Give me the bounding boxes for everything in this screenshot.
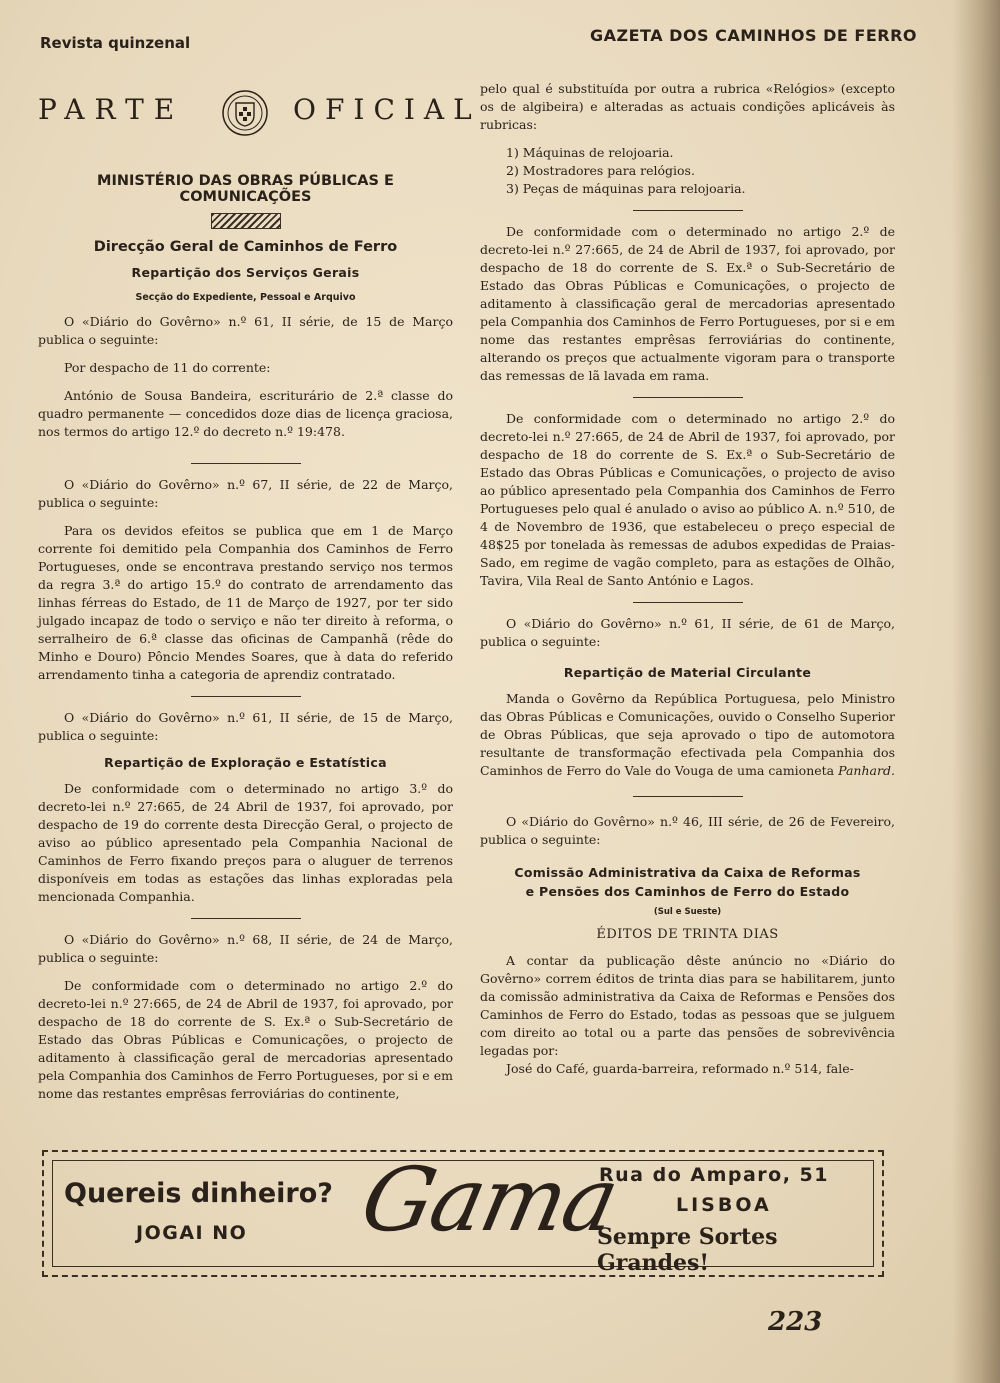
separator-rule: [191, 696, 301, 697]
list-item: 3) Peças de máquinas para relojoaria.: [506, 181, 746, 196]
coat-of-arms-icon: [220, 88, 270, 138]
paragraph: De conformidade com o determinado no artigo 3.º do decreto-lei n.º 27:665, de 24 Abril de 1937, foi aprovado, por despacho de 19 do corrente desta Direcção Geral, o projecto de aviso ao público apresentado pela Companhia Nacional de Caminhos de Ferro fixando preços para o aluguer de terrenos disponíveis em todas as estações das linhas exploradas pela mencionada Companhia.: [38, 781, 453, 904]
paragraph: O «Diário do Govêrno» n.º 67, II série, de 22 de Março, publica o seguinte:: [38, 477, 453, 510]
paragraph-text: Manda o Govêrno da República Portuguesa, pelo Ministro das Obras Públicas e Comunicações, ouvido o Conselho Superior de Obras Públicas, que seja aprovado o tipo de automotora resultante de transformação efectivada pela Companhia dos Caminhos de Ferro do Vale do Vouga de uma camioneta: [480, 691, 895, 778]
header-periodicity: Revista quinzenal: [40, 34, 191, 52]
direccao-heading: Direcção Geral de Caminhos de Ferro: [93, 239, 398, 255]
ad-jogai: JOGAI NO: [136, 1222, 248, 1244]
paragraph: O «Diário do Govêrno» n.º 61, II série, de 15 de Março, publica o seguinte:: [38, 710, 453, 743]
separator-rule: [633, 796, 743, 797]
sul-sueste-note: (Sul e Sueste): [653, 907, 722, 917]
hatched-ornament: [211, 213, 281, 229]
paragraph: De conformidade com o determinado no artigo 2.º do decreto-lei n.º 27:665, de 24 de Abril de 1937, foi aprovado, por despacho de 18 do corrente de S. Ex.ª o Sub-Secretário de Estado das Obras Públicas e Comunicações, o projecto de aviso ao público apresentado pela Companhia dos Caminhos de Ferro Portugueses pelo qual é anulado o aviso ao público A. n.º 510, de 4 de Novembro de 1936, que estabeleceu o preço especial de 48$25 por tonelada às remessas de adubos expedidas de Praias-Sado, em regime de vagão completo, para as estações de Olhão, Tavira, Vila Real de Santo António e Lagos.: [480, 411, 895, 588]
separator-rule: [191, 918, 301, 919]
paragraph: Por despacho de 11 do corrente:: [64, 360, 271, 375]
lottery-advertisement: [42, 1150, 884, 1277]
paragraph: Para os devidos efeitos se publica que em 1 de Março corrente foi demitido pela Companhia dos Caminhos de Ferro Portugueses, onde se encontrava prestando serviço nos termos da regra 3.ª do artigo 15.º do contrato de arrendamento das linhas férreas do Estado, de 11 de Março de 1927, por ter sido julgado incapaz de todo o serviço e não ter direito à reforma, o serralheiro de 6.ª classe das oficinas de Campanhã (rêde do Minho e Douro) Pôncio Mendes Soares, que à data do referido arrendamento tinha a categoria de aprendiz contratado.: [38, 523, 453, 682]
reparticao-exploracao-heading: Repartição de Exploração e Estatística: [104, 755, 387, 770]
left-column: [38, 88, 481, 1103]
reparticao-material-heading: Repartição de Material Circulante: [563, 665, 812, 680]
separator-rule: [633, 210, 743, 211]
reparticao-servicos-heading: Repartição dos Serviços Gerais: [131, 265, 360, 280]
ad-question: Quereis dinheiro?: [64, 1178, 333, 1209]
editos-heading: ÉDITOS DE TRINTA DIAS: [596, 927, 779, 942]
rubric-list: [506, 144, 895, 198]
paragraph: O «Diário do Govêrno» n.º 46, III série, de 26 de Fevereiro, publica o seguinte:: [480, 814, 895, 847]
paragraph: pelo qual é substituída por outra a rubrica «Relógios» (excepto os de algibeira) e alteradas as actuais condições aplicáveis às rubricas:: [480, 81, 895, 132]
banner-word-parte: PARTE: [38, 93, 185, 126]
list-item: 2) Mostradores para relógios.: [506, 163, 695, 178]
separator-rule: [191, 463, 301, 464]
parte-oficial-banner: [38, 88, 481, 205]
ad-brand-logo: Gama: [353, 1148, 626, 1251]
right-column: [480, 80, 895, 1078]
banner-word-oficial: OFICIAL: [293, 93, 481, 126]
paragraph: O «Diário do Govêrno» n.º 61, II série, de 15 de Março publica o seguinte:: [38, 314, 453, 347]
comissao-heading-1: Comissão Administrativa da Caixa de Reformas: [514, 865, 861, 880]
page-number: 223: [768, 1307, 823, 1337]
paragraph: António de Sousa Bandeira, escriturário de 2.ª classe do quadro permanente — concedidos doze dias de licença graciosa, nos termos do artigo 12.º do decreto n.º 19:478.: [38, 388, 453, 439]
ad-city: LISBOA: [676, 1194, 772, 1216]
paragraph: [480, 690, 895, 780]
paragraph: De conformidade com o determinado no artigo 2.º do decreto-lei n.º 27:665, de 24 de Abril de 1937, foi aprovado, por despacho de 18 do corrente de S. Ex.ª o Sub-Secretário de Estado das Obras Públicas e Comunicações, o projecto de aditamento à classificação geral de mercadorias apresentado pela Companhia dos Caminhos de Ferro Portugueses, por si e em nome das restantes emprêsas ferroviárias do continente,: [38, 978, 453, 1101]
header-magazine-title: GAZETA DOS CAMINHOS DE FERRO: [590, 26, 918, 45]
paragraph: O «Diário do Govêrno» n.º 68, II série, de 24 de Março, publica o seguinte:: [38, 932, 453, 965]
seccao-heading: Secção do Expediente, Pessoal e Arquivo: [135, 292, 356, 303]
italic-brand: Panhard.: [838, 763, 895, 778]
paragraph: O «Diário do Govêrno» n.º 61, II série, de 61 de Março, publica o seguinte:: [480, 616, 895, 649]
list-item: 1) Máquinas de relojoaria.: [506, 145, 674, 160]
binding-shadow: [952, 0, 1000, 1383]
separator-rule: [633, 602, 743, 603]
comissao-heading-2: e Pensões dos Caminhos de Ferro do Estado: [525, 884, 850, 899]
paragraph: José do Café, guarda-barreira, reformado n.º 514, fale-: [506, 1061, 854, 1076]
separator-rule: [633, 397, 743, 398]
paragraph: A contar da publicação dêste anúncio no «Diário do Govêrno» correm éditos de trinta dias para se habilitarem, junto da comissão administrativa da Caixa de Reformas e Pensões dos Caminhos de Ferro do Estado, todas as pessoas que se julguem com direito ao total ou a parte das pensões de sobrevivência legadas por:: [480, 953, 895, 1058]
ministry-heading: MINISTÉRIO DAS OBRAS PÚBLICAS E COMUNICAÇÕES: [97, 173, 394, 205]
paragraph: De conformidade com o determinado no artigo 2.º de decreto-lei n.º 27:665, de 24 de Abril de 1937, foi aprovado, por despacho de 18 do corrente de S. Ex.ª o Sub-Secretário de Estado das Obras Públicas e Comunicações, o projecto de aditamento à classificação geral de mercadorias apresentado pela Companhia dos Caminhos de Ferro Portugueses, por si e em nome das restantes emprêsas ferroviárias do continente, alterando os preços que actualmente vigoram para o transporte das remessas de lã lavada em rama.: [480, 224, 895, 383]
ad-address: Rua do Amparo, 51: [599, 1164, 829, 1186]
ad-slogan: Sempre Sortes Grandes!: [597, 1224, 778, 1276]
